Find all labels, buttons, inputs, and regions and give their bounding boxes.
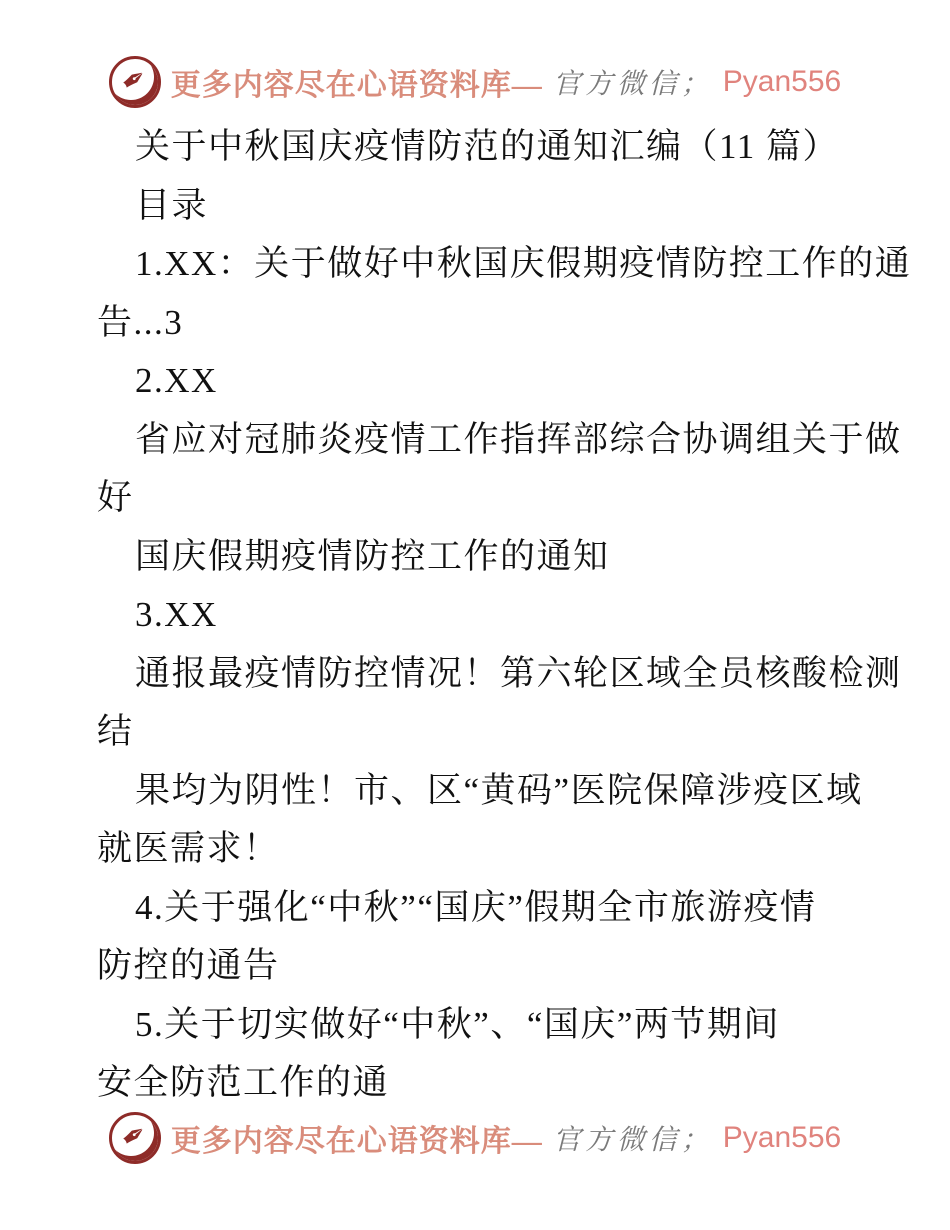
- toc-line: 就医需求！: [97, 829, 280, 868]
- toc-heading: 目录: [135, 185, 209, 225]
- toc-line: 2.XX: [135, 361, 218, 400]
- toc-line: 果均为阴性！市、区“黄码”医院保障涉疫区域: [135, 770, 863, 810]
- toc-line: 4.关于强化“中秋”“国庆”假期全市旅游疫情: [135, 887, 817, 927]
- toc-line: 安全防范工作的通: [97, 1063, 390, 1102]
- toc-line: 结: [97, 712, 134, 751]
- toc-list: [97, 235, 912, 1113]
- toc-line: 防控的通告: [97, 946, 280, 985]
- toc-line: 国庆假期疫情防控工作的通知: [135, 536, 610, 576]
- toc-line: 1.XX：关于做好中秋国庆假期疫情防控工作的通: [135, 244, 912, 283]
- toc-line: 通报最疫情防控情况！第六轮区域全员核酸检测: [135, 653, 902, 693]
- pen-nib-logo: [109, 1112, 161, 1164]
- toc-line: 省应对冠肺炎疫情工作指挥部综合协调组关于做: [135, 419, 902, 459]
- wechat-label: 官方微信；: [552, 1125, 713, 1156]
- toc-line: 告...3: [97, 302, 184, 342]
- wechat-id: Pyan556: [722, 65, 842, 98]
- page-title: 关于中秋国庆疫情防范的通知汇编（11 篇）: [135, 127, 839, 166]
- footer-branding: [0, 1112, 950, 1164]
- pen-nib-icon: ✒: [114, 59, 155, 101]
- wechat-label: 官方微信；: [552, 69, 713, 100]
- document-content: [97, 118, 912, 1113]
- brand-text: 更多内容尽在心语资料库—: [170, 1125, 543, 1158]
- pen-nib-icon: ✒: [114, 1115, 155, 1157]
- brand-text: 更多内容尽在心语资料库—: [170, 69, 543, 102]
- header-branding: [0, 56, 950, 108]
- toc-line: 3.XX: [135, 595, 218, 634]
- pen-nib-logo: [109, 56, 161, 108]
- toc-line: 好: [97, 478, 134, 517]
- wechat-id: Pyan556: [722, 1121, 842, 1154]
- toc-line: 5.关于切实做好“中秋”、“国庆”两节期间: [135, 1004, 780, 1044]
